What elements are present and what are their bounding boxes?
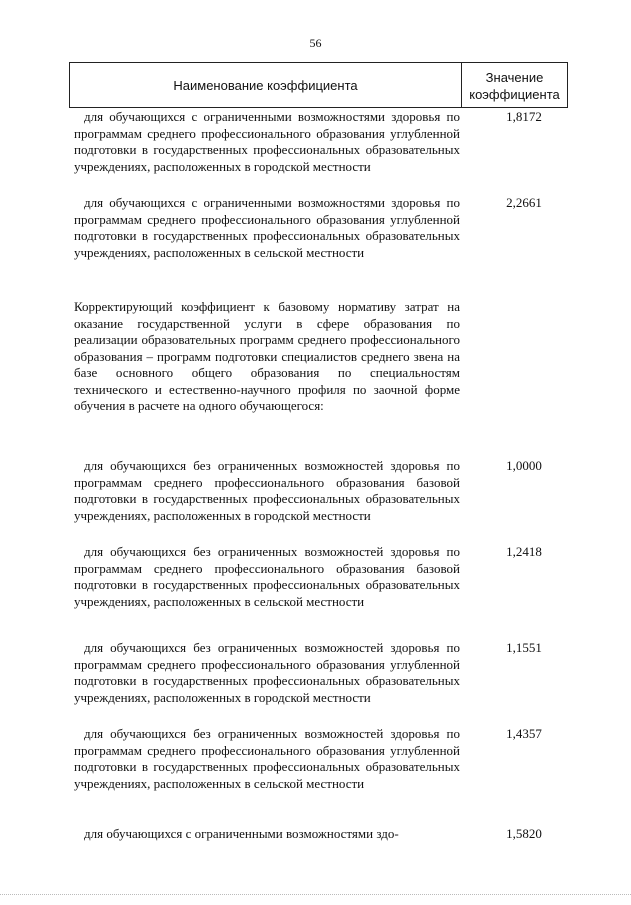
coefficient-value: 1,8172: [506, 109, 542, 124]
correction-coefficient-paragraph: Корректирующий коэффициент к базовому нормативу затрат на оказание государственной услуги в сфере образования по реализации образовательных программ среднего профессионального образования – программ подготовки специалистов среднего звена на базе основного общего образования по специальностям технического и естественно-научного профиля по заочной форме обучения в расчете на одного обучающегося:: [74, 299, 460, 413]
table-row: [74, 109, 568, 175]
coefficient-value: 1,0000: [506, 458, 542, 473]
table-header: [69, 62, 568, 108]
coefficient-description: для обучающихся с ограниченными возможностями здоровья по программам среднего профессионального образования углубленной подготовки в государственных профессиональных образовательных учреждениях, расположенных в городской местности: [74, 109, 460, 174]
coefficient-description: для обучающихся с ограниченными возможностями здоровья по программам среднего профессионального образования углубленной подготовки в государственных профессиональных образовательных учреждениях, расположенных в сельской местности: [74, 195, 460, 260]
page-number: 56: [309, 36, 322, 50]
table-row: [74, 195, 568, 261]
coefficient-value: 1,2418: [506, 544, 542, 559]
coefficient-description: для обучающихся с ограниченными возможностями здо-: [84, 826, 399, 841]
value-header-line1: Значение: [485, 70, 544, 85]
coefficient-description: для обучающихся без ограниченных возможностей здоровья по программам среднего профессионального образования базовой подготовки в государственных профессиональных образовательных учреждениях, расположенных в городской местности: [74, 458, 460, 523]
table-row: [74, 544, 568, 610]
coefficient-name-header: Наименование коэффициента: [70, 63, 462, 107]
table-row: [74, 726, 568, 792]
coefficient-value: 1,5820: [506, 826, 542, 841]
table-row: [74, 826, 568, 843]
coefficient-description: для обучающихся без ограниченных возможностей здоровья по программам среднего профессионального образования углубленной подготовки в государственных профессиональных образовательных учреждениях, расположенных в городской местности: [74, 640, 460, 705]
table-row: [74, 458, 568, 524]
coefficient-value: 1,1551: [506, 640, 542, 655]
coefficient-value: 1,4357: [506, 726, 542, 741]
coefficient-description: для обучающихся без ограниченных возможностей здоровья по программам среднего профессионального образования базовой подготовки в государственных профессиональных образовательных учреждениях, расположенных в сельской местности: [74, 544, 460, 609]
table-row: [74, 640, 568, 706]
coefficient-value-header: [462, 63, 567, 107]
coefficient-value: 2,2661: [506, 195, 542, 210]
coefficient-description: для обучающихся без ограниченных возможностей здоровья по программам среднего профессионального образования углубленной подготовки в государственных профессиональных образовательных учреждениях, расположенных в сельской местности: [74, 726, 460, 791]
scan-artifact-line: [0, 894, 631, 898]
value-header-line2: коэффициента: [469, 87, 560, 102]
